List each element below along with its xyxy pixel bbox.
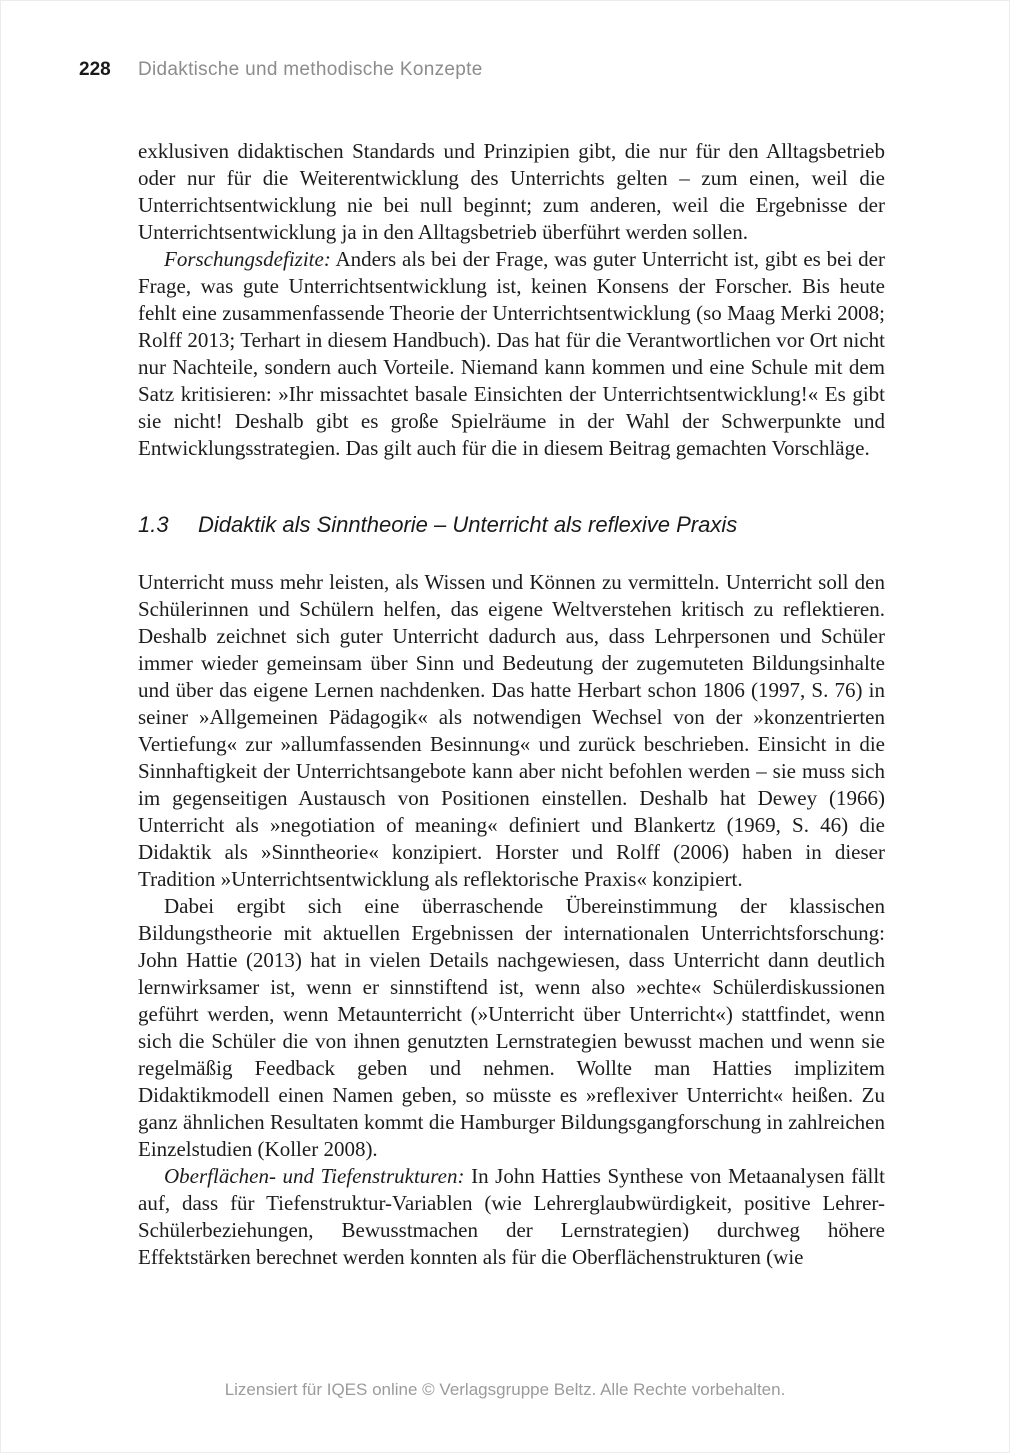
page-number: 228: [79, 59, 111, 80]
paragraph: exklusiven didaktischen Standards und Prinzipien gibt, die nur für den Alltagsbetrieb oder nur für die Weiterentwicklung des Unterrichts gelten – zum einen, weil die Unterrichtsentwicklung nie bei null beginnt; zum anderen, weil die Ergebnisse der Unterrichtsentwicklung ja in den Alltagsbetrieb überführt werden sollen.: [138, 139, 885, 244]
paragraph-lead-italic: Oberflächen- und Tiefenstrukturen:: [164, 1164, 465, 1188]
paragraph: Oberflächen- und Tiefenstrukturen: In John Hatties Synthese von Metaanalysen fällt auf, dass für Tiefenstruktur-Variablen (wie Lehrerglaubwürdigkeit, positive Lehrer-Schülerbeziehungen, Bewusstmachen der Lernstrategien) durchweg höhere Effektstärken berechnet werden konnten als für die Oberflächenstrukturen (wie: [138, 1164, 885, 1269]
paragraph: Dabei ergibt sich eine überraschende Übereinstimmung der klassischen Bildungstheorie mit aktuellen Ergebnissen der internationalen Unterrichtsforschung: John Hattie (2013) hat in vielen Details nachgewiesen, dass Unterricht dann deutlich lernwirksamer ist, wenn er sinnstiftend ist, wenn also »echte« Schülerdiskussionen geführt werden, wenn Metaunterricht (»Unterricht über Unterricht«) stattfindet, wenn sich die Schüler die von ihnen genutzten Lernstrategien bewusst machen und wenn sie regelmäßig Feedback geben und nehmen. Wollte man Hatties implizitem Didaktikmodell einen Namen geben, so müsste es »reflexiver Unterricht« heißen. Zu ganz ähnlichen Resultaten kommt die Hamburger Bildungsgangforschung in zahlreichen Einzelstudien (Koller 2008).: [138, 894, 885, 1161]
paragraph: Unterricht muss mehr leisten, als Wissen und Können zu vermitteln. Unterricht soll den Schülerinnen und Schülern helfen, das eigene Weltverstehen kritisch zu reflektieren. Deshalb zeichnet sich guter Unterricht dadurch aus, dass Lehrpersonen und Schüler immer wieder gemeinsam über Sinn und Bedeutung der zugemuteten Bildungsinhalte und über das eigene Lernen nachdenken. Das hatte Herbart schon 1806 (1997, S. 76) in seiner »Allgemeinen Pädagogik« als notwendigen Wechsel von der »konzentrierten Vertiefung« zur »allumfassenden Besinnung« und zurück beschrieben. Einsicht in die Sinnhaftigkeit der Unterrichtsangebote kann aber nicht befohlen werden – sie muss sich im gegenseitigen Austausch von Positionen einstellen. Deshalb hat Dewey (1966) Unterricht als »negotiation of meaning« definiert und Blankertz (1969, S. 46) die Didaktik als »Sinntheorie« konzipiert. Horster und Rolff (2006) haben in dieser Tradition »Unterrichtsentwicklung als reflektorische Praxis« konzipiert.: [138, 570, 885, 891]
section-title: Didaktik als Sinntheorie – Unterricht als reflexive Praxis: [198, 512, 738, 537]
paragraph: Forschungsdefizite: Anders als bei der Frage, was guter Unterricht ist, gibt es bei der Frage, was gute Unterrichtsentwicklung ist, keinen Konsens der Forscher. Bis heute fehlt eine zusammenfassende Theorie der Unterrichtsentwicklung (so Maag Merki 2008; Rolff 2013; Terhart in diesem Handbuch). Das hat für die Verantwortlichen vor Ort nicht nur Nachteile, sondern auch Vorteile. Niemand kann kommen und eine Schule mit dem Satz kritisieren: »Ihr missachtet basale Einsichten der Unterrichtsentwicklung!« Es gibt sie nicht! Deshalb gibt es große Spielräume in der Wahl der Schwerpunkte und Entwicklungsstrategien. Das gilt auch für die in diesem Beitrag gemachten Vorschläge.: [138, 247, 885, 460]
running-head-title: Didaktische und methodische Konzepte: [138, 59, 483, 80]
running-head: [79, 58, 885, 82]
section-heading: [138, 512, 885, 538]
license-footer: Lizensiert für IQES online © Verlagsgruppe Beltz. Alle Rechte vorbehalten.: [224, 1380, 786, 1399]
section-number: 1.3: [138, 512, 169, 537]
paragraph-lead-italic: Forschungsdefizite:: [164, 247, 331, 271]
content-blocks: [138, 138, 885, 1271]
